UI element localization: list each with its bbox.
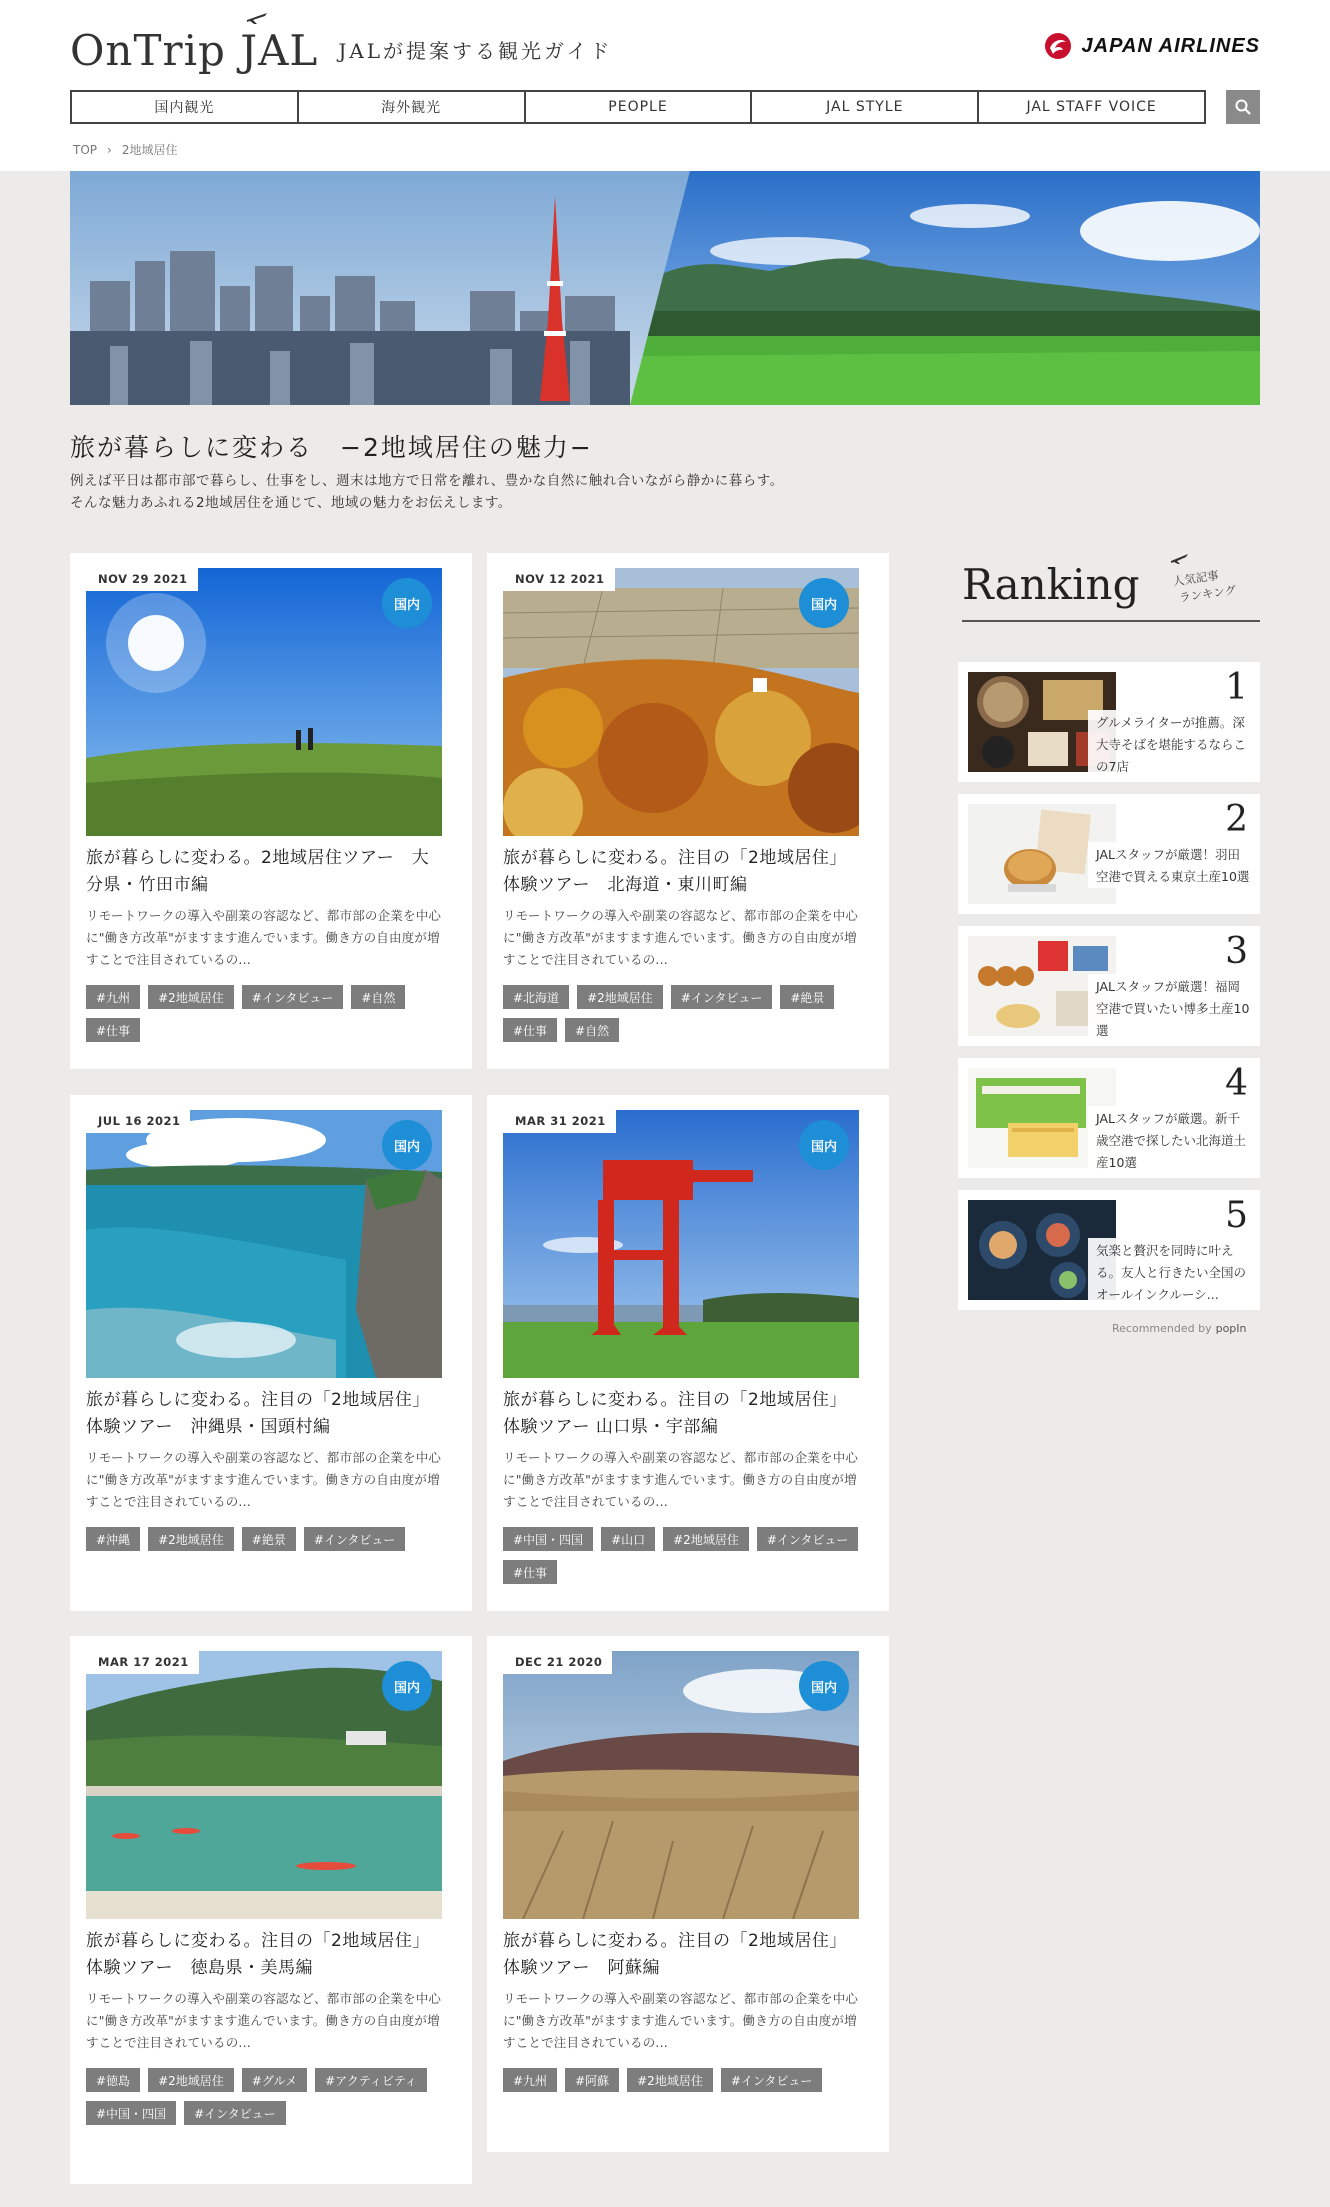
recommended-by[interactable] <box>1112 1322 1247 1335</box>
tag[interactable]: #絶景 <box>242 1527 296 1551</box>
article-excerpt: リモートワークの導入や副業の容認など、都市部の企業を中心に"働き方改革"がますます進んでいます。働き方の自由度が増すことで注目されているの... <box>503 908 859 967</box>
ranking-item[interactable] <box>958 794 1260 914</box>
tag[interactable]: #仕事 <box>503 1560 557 1584</box>
tag[interactable]: #自然 <box>565 1018 619 1042</box>
tag[interactable]: #九州 <box>503 2068 557 2092</box>
tag[interactable]: #阿蘇 <box>565 2068 619 2092</box>
ranking-number: 2 <box>1225 799 1248 840</box>
article-image[interactable] <box>503 1110 859 1378</box>
article-date: NOV 29 2021 <box>86 568 198 591</box>
tag[interactable]: #中国・四国 <box>86 2101 176 2125</box>
article-title[interactable]: 旅が暮らしに変わる。2地域居住ツアー 大分県・竹田市編 <box>86 848 430 895</box>
nav-item-overseas[interactable]: 海外観光 <box>299 92 526 122</box>
article-card[interactable] <box>70 1636 472 2184</box>
tag[interactable]: #仕事 <box>86 1018 140 1042</box>
tsurumaru-icon <box>1044 32 1072 60</box>
article-date: NOV 12 2021 <box>503 568 615 591</box>
nav-item-staff-voice[interactable]: JAL STAFF VOICE <box>1026 99 1157 115</box>
article-excerpt: リモートワークの導入や副業の容認など、都市部の企業を中心に"働き方改革"がますます進んでいます。働き方の自由度が増すことで注目されているの... <box>86 1991 442 2050</box>
jal-brand[interactable] <box>1044 32 1260 60</box>
tag[interactable]: #インタビュー <box>671 985 773 1009</box>
article-card[interactable] <box>487 553 889 1069</box>
ranking-number: 4 <box>1225 1063 1248 1104</box>
article-date: DEC 21 2020 <box>503 1651 612 1674</box>
breadcrumb-separator: › <box>107 142 112 157</box>
category-badge: 国内 <box>382 578 432 628</box>
tag[interactable]: #山口 <box>601 1527 655 1551</box>
ranking-number: 5 <box>1225 1195 1248 1236</box>
article-image[interactable] <box>86 568 442 836</box>
tag[interactable]: #2地域居住 <box>627 2068 713 2092</box>
article-title[interactable]: 旅が暮らしに変わる。注目の「2地域居住」体験ツアー 北海道・東川町編 <box>503 848 847 895</box>
article-tags <box>503 1527 873 1584</box>
ranking-number: 3 <box>1225 931 1248 972</box>
site-logo[interactable] <box>70 22 613 75</box>
tag[interactable]: #インタビュー <box>184 2101 286 2125</box>
ranking-number: 1 <box>1225 667 1248 708</box>
article-date: MAR 31 2021 <box>503 1110 616 1133</box>
article-date: MAR 17 2021 <box>86 1651 199 1674</box>
tag[interactable]: #絶景 <box>780 985 834 1009</box>
article-card[interactable] <box>70 553 472 1069</box>
ranking-subtitle <box>1160 565 1237 609</box>
ranking-subtitle-line-2: ランキング <box>1178 582 1237 605</box>
logo-subtitle: JALが提案する観光ガイド <box>338 39 613 63</box>
tag[interactable]: #インタビュー <box>304 1527 406 1551</box>
article-tags <box>86 2068 456 2125</box>
tag[interactable]: #沖縄 <box>86 1527 140 1551</box>
article-title[interactable]: 旅が暮らしに変わる。注目の「2地域居住」体験ツアー 阿蘇編 <box>503 1931 847 1978</box>
ranking-subtitle-line-1: 人気記事 <box>1172 568 1220 589</box>
search-button[interactable] <box>1226 90 1260 124</box>
tag[interactable]: #グルメ <box>242 2068 307 2092</box>
plane-icon <box>245 10 269 26</box>
ranking-title: Ranking <box>962 560 1140 609</box>
ranking-item[interactable] <box>958 926 1260 1046</box>
article-tags <box>503 2068 873 2092</box>
nav-item-jal-style[interactable]: JAL STYLE <box>752 92 979 122</box>
category-badge: 国内 <box>799 1661 849 1711</box>
breadcrumb-current: 2地域居住 <box>121 143 178 157</box>
tag[interactable]: #アクティビティ <box>315 2068 427 2092</box>
category-badge: 国内 <box>799 578 849 628</box>
tag[interactable]: #インタビュー <box>721 2068 823 2092</box>
nav-item-domestic[interactable]: 国内観光 <box>72 92 299 122</box>
tag[interactable]: #2地域居住 <box>577 985 663 1009</box>
tag[interactable]: #2地域居住 <box>148 2068 234 2092</box>
article-date: JUL 16 2021 <box>86 1110 190 1133</box>
page-title: 旅が暮らしに変わる −2地域居住の魅力− <box>70 433 593 462</box>
site-header <box>0 0 1330 171</box>
tag[interactable]: #自然 <box>351 985 405 1009</box>
tag[interactable]: #2地域居住 <box>148 1527 234 1551</box>
description-line-2: そんな魅力あふれる2地域居住を通じて、地域の魅力をお伝えします。 <box>70 495 512 511</box>
ranking-item-title[interactable]: JALスタッフが厳選。新千歳空港で探したい北海道土産10選 <box>1088 1106 1258 1174</box>
search-icon <box>1234 98 1252 116</box>
tag[interactable]: #2地域居住 <box>148 985 234 1009</box>
plane-icon <box>1170 552 1190 566</box>
ranking-item-title[interactable]: グルメライターが推薦。深大寺そばを堪能するならこの7店 <box>1088 710 1258 778</box>
ranking-item[interactable] <box>958 1190 1260 1310</box>
tag[interactable]: #中国・四国 <box>503 1527 593 1551</box>
tag[interactable]: #インタビュー <box>242 985 344 1009</box>
ranking-item-title[interactable]: JALスタッフが厳選！福岡空港で買いたい博多土産10選 <box>1088 974 1258 1042</box>
tag[interactable]: #北海道 <box>503 985 569 1009</box>
article-image[interactable] <box>86 1110 442 1378</box>
tag[interactable]: #仕事 <box>503 1018 557 1042</box>
article-excerpt: リモートワークの導入や副業の容認など、都市部の企業を中心に"働き方改革"がますます進んでいます。働き方の自由度が増すことで注目されているの... <box>86 908 442 967</box>
category-badge: 国内 <box>799 1120 849 1170</box>
ranking-item[interactable] <box>958 1058 1260 1178</box>
hero-image <box>70 171 1260 405</box>
article-title[interactable]: 旅が暮らしに変わる。注目の「2地域居住」体験ツアー 山口県・宇部編 <box>503 1390 847 1437</box>
tag[interactable]: #九州 <box>86 985 140 1009</box>
article-excerpt: リモートワークの導入や副業の容認など、都市部の企業を中心に"働き方改革"がますます進んでいます。働き方の自由度が増すことで注目されているの... <box>503 1991 859 2050</box>
article-image[interactable] <box>503 1651 859 1919</box>
breadcrumb <box>73 141 177 158</box>
tag[interactable]: #2地域居住 <box>663 1527 749 1551</box>
article-card[interactable] <box>487 1636 889 2152</box>
category-badge: 国内 <box>382 1120 432 1170</box>
tag[interactable]: #インタビュー <box>757 1527 859 1551</box>
article-tags <box>86 985 456 1042</box>
tag[interactable]: #徳島 <box>86 2068 140 2092</box>
article-title[interactable]: 旅が暮らしに変わる。注目の「2地域居住」体験ツアー 沖縄県・国頭村編 <box>86 1390 430 1437</box>
description-line-1: 例えば平日は都市部で暮らし、仕事をし、週末は地方で日常を離れ、豊かな自然に触れ合いながら静かに暮らす。 <box>70 473 784 489</box>
article-card[interactable] <box>487 1095 889 1611</box>
airline-name: JAPAN AIRLINES <box>1081 34 1260 57</box>
article-image[interactable] <box>86 1651 442 1919</box>
article-card[interactable] <box>70 1095 472 1611</box>
ranking-item[interactable] <box>958 662 1260 782</box>
logo-main-text: OnTrip JAL <box>70 26 319 75</box>
ranking-item-title[interactable]: JALスタッフが厳選！羽田空港で買える東京土産10選 <box>1088 842 1258 888</box>
ranking-item-title[interactable]: 気楽と贅沢を同時に叶える。友人と行きたい全国のオールインクルーシ... <box>1088 1238 1258 1306</box>
recommended-brand: popIn <box>1215 1322 1247 1335</box>
article-tags <box>503 985 873 1042</box>
main-nav <box>70 90 1206 124</box>
breadcrumb-home[interactable]: TOP <box>73 142 98 157</box>
article-title[interactable]: 旅が暮らしに変わる。注目の「2地域居住」体験ツアー 徳島県・美馬編 <box>86 1931 430 1978</box>
article-image[interactable] <box>503 568 859 836</box>
page-description <box>70 470 784 514</box>
category-badge: 国内 <box>382 1661 432 1711</box>
article-tags <box>86 1527 456 1551</box>
article-excerpt: リモートワークの導入や副業の容認など、都市部の企業を中心に"働き方改革"がますます進んでいます。働き方の自由度が増すことで注目されているの... <box>86 1450 442 1509</box>
article-excerpt: リモートワークの導入や副業の容認など、都市部の企業を中心に"働き方改革"がますます進んでいます。働き方の自由度が増すことで注目されているの... <box>503 1450 859 1509</box>
nav-item-people[interactable]: PEOPLE <box>526 92 753 122</box>
ranking-header <box>962 552 1260 622</box>
recommended-label: Recommended by <box>1112 1322 1212 1335</box>
